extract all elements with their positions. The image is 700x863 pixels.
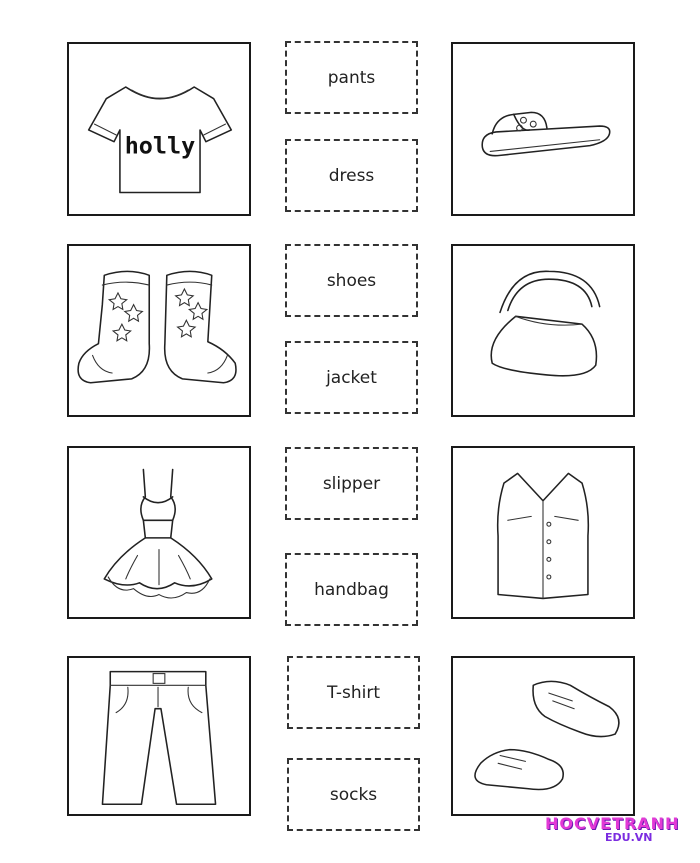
shoes-picture-card bbox=[451, 656, 635, 816]
word-label: jacket bbox=[326, 367, 377, 388]
socks-icon bbox=[69, 246, 249, 415]
word-label: slipper bbox=[322, 473, 381, 494]
t-shirt-icon bbox=[69, 44, 249, 214]
word-box-socks[interactable] bbox=[287, 758, 420, 831]
word-label: shoes bbox=[326, 270, 377, 291]
word-label: T-shirt bbox=[327, 682, 380, 703]
dress-picture-card bbox=[67, 446, 251, 619]
watermark-sub: EDU.VN bbox=[605, 831, 653, 844]
word-box-handbag[interactable] bbox=[285, 553, 418, 626]
slipper-icon bbox=[453, 44, 633, 214]
word-box-pants[interactable] bbox=[285, 41, 418, 114]
slipper-picture-card bbox=[451, 42, 635, 216]
word-box-slipper[interactable] bbox=[285, 447, 418, 520]
handbag-icon bbox=[453, 246, 633, 415]
pants-icon bbox=[69, 658, 249, 814]
jacket-picture-card bbox=[451, 446, 635, 619]
watermark-main: HOCVETRANH bbox=[545, 814, 680, 833]
t-shirt-picture-card bbox=[67, 42, 251, 216]
word-box-t-shirt[interactable] bbox=[287, 656, 420, 729]
watermark-logo bbox=[545, 814, 695, 858]
handbag-picture-card bbox=[451, 244, 635, 417]
word-box-jacket[interactable] bbox=[285, 341, 418, 414]
shoes-icon bbox=[453, 658, 633, 814]
word-label: pants bbox=[327, 67, 376, 88]
dress-icon bbox=[69, 448, 249, 617]
word-label: handbag bbox=[314, 579, 389, 600]
word-box-dress[interactable] bbox=[285, 139, 418, 212]
jacket-icon bbox=[453, 448, 633, 617]
pants-picture-card bbox=[67, 656, 251, 816]
word-label: socks bbox=[329, 784, 378, 805]
socks-picture-card bbox=[67, 244, 251, 417]
word-label: dress bbox=[328, 165, 375, 186]
word-box-shoes[interactable] bbox=[285, 244, 418, 317]
t-shirt-print: holly bbox=[124, 131, 196, 160]
